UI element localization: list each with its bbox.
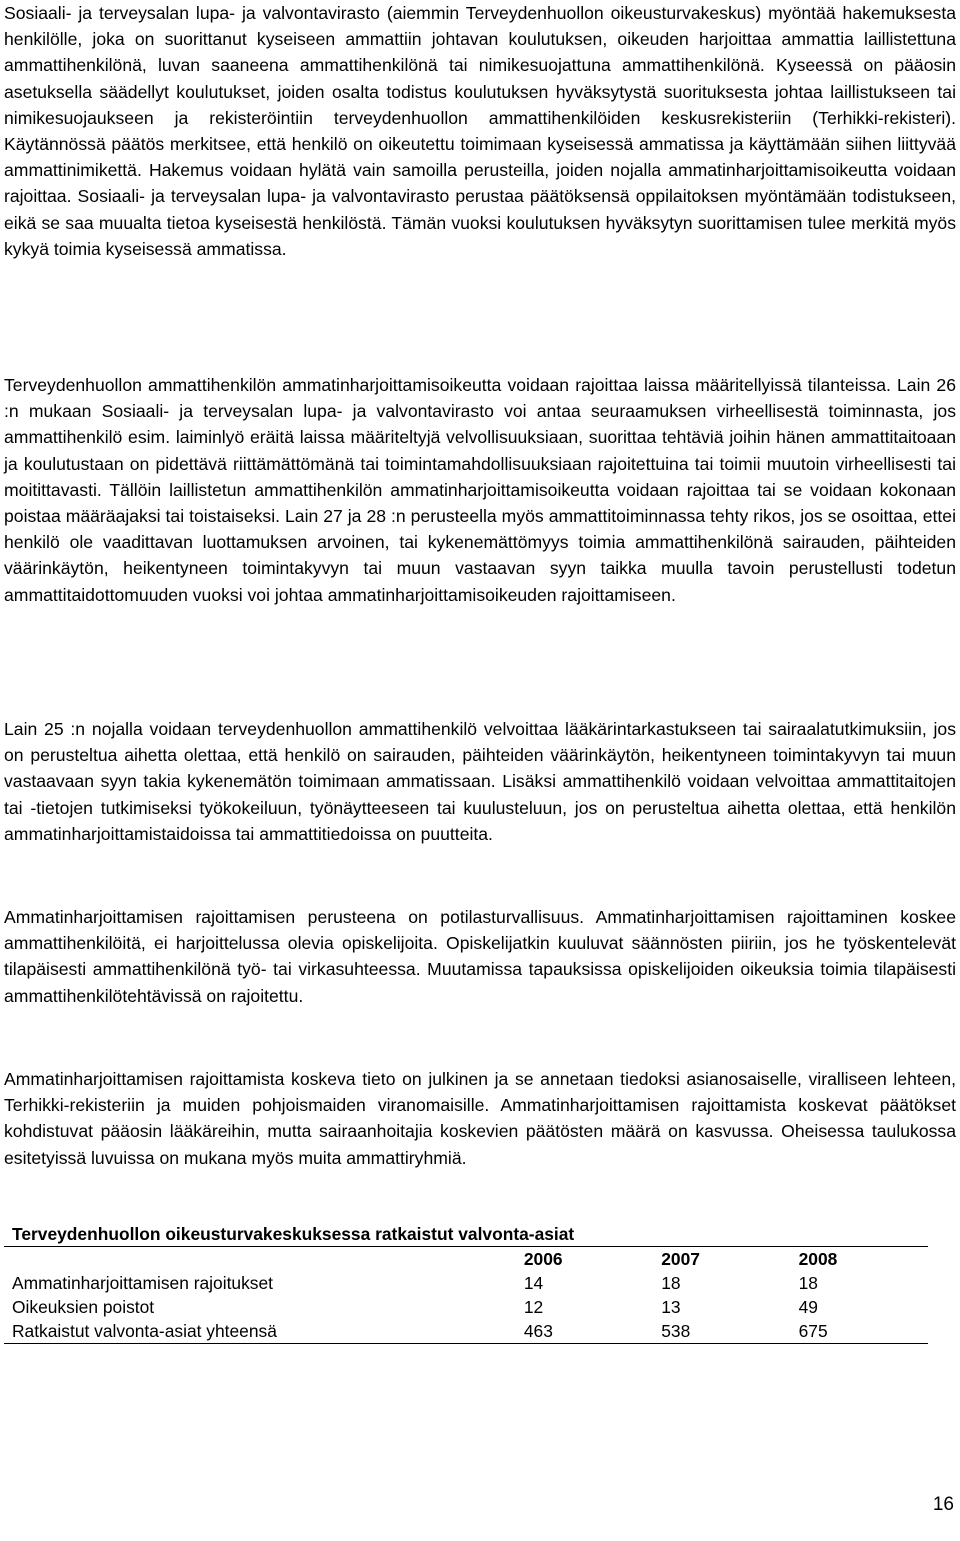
page-number: 16 xyxy=(932,1494,954,1515)
row-label: Ratkaistut valvonta-asiat yhteensä xyxy=(4,1319,516,1344)
supervision-table-wrapper xyxy=(4,1222,928,1344)
table-title-row xyxy=(4,1222,928,1247)
header-year-2008: 2008 xyxy=(798,1249,838,1269)
row-value: 463 xyxy=(516,1319,653,1344)
table-title: Terveydenhuollon oikeusturvakeskuksessa ratkaistut valvonta-asiat xyxy=(12,1224,575,1244)
row-value: 18 xyxy=(798,1273,818,1293)
row-value: 18 xyxy=(661,1273,681,1293)
paragraph-examinations: Lain 25 :n nojalla voidaan terveydenhuollon ammattihenkilö velvoittaa lääkärintarkastukseen tai sairaalatutkimuksiin, jos on perusteltua aihetta olettaa, että henkilö on sairauden, päihteiden väärinkäytön, heikentyneen toimintakyvyn tai muun vastaavaan syyn takia kykenemätön toimimaan ammatissaan. Lisäksi ammattihenkilö voidaan velvoittaa ammattitaitojen tai -tietojen tutkimiseksi työkokeiluun, työnäytteeseen tai kuulusteluun, jos on perusteltua aihetta olettaa, että henkilön ammatinharjoittamistaidoissa tai ammattitiedoissa on puutteita. xyxy=(4,719,956,844)
row-label: Ammatinharjoittamisen rajoitukset xyxy=(12,1273,273,1293)
paragraph-publicity: Ammatinharjoittamisen rajoittamista koskeva tieto on julkinen ja se annetaan tiedoksi asianosaiselle, viralliseen lehteen, Terhikki-rekisteriin ja muiden pohjoismaiden viranomaisille. Ammatinharjoittamisen rajoittamista koskevat päätökset kohdistuvat pääosin lääkäreihin, mutta sairaanhoitajia koskevien päätösten määrä on kasvussa. Oheisessa taulukossa esitetyissä luvuissa on mukana myös muita ammattiryhmiä. xyxy=(4,1069,956,1168)
row-value: 49 xyxy=(798,1297,818,1317)
paragraph-restrictions: Terveydenhuollon ammattihenkilön ammatinharjoittamisoikeutta voidaan rajoittaa laissa määritellyissä tilanteissa. Lain 26 :n mukaan Sosiaali- ja terveysalan lupa- ja valvontavirasto voi antaa seuraamuksen virheellisestä toiminnasta, jos ammattihenkilö esim. laiminlyö eräitä laissa määriteltyjä velvollisuuksiaan, suorittaa tehtäviä joihin hänen ammattitaitoaan ja koulutustaan on pidettävä riittämättömänä tai toimintamahdollisuuksiaan rajoitettuina tai toimii muutoin virheellisesti tai moitittavasti. Tällöin laillistetun ammattihenkilön ammatinharjoittamisoikeutta voidaan rajoittaa tai se voidaan kokonaan poistaa määräajaksi tai toistaiseksi. Lain 27 ja 28 :n perusteella myös ammattitoiminnassa tehty rikos, jos se osoittaa, ettei henkilö ole vaadittavan luottamuksen arvoinen, tai kykenemättömyys toimia ammattihenkilönä sairauden, päihteiden väärinkäytön, heikentyneen toimintakyvyn tai muun vastaavan syyn taikka muulla tavoin perustellusti todetun ammattitaidottomuuden vuoksi voi johtaa ammatinharjoittamisoikeuden rajoittamiseen. xyxy=(4,375,956,605)
header-year-2006: 2006 xyxy=(523,1249,563,1269)
row-value: 14 xyxy=(523,1273,544,1293)
table-row xyxy=(4,1319,928,1344)
header-year-2007: 2007 xyxy=(661,1249,700,1269)
paragraph-licensing: Sosiaali- ja terveysalan lupa- ja valvontavirasto (aiemmin Terveydenhuollon oikeusturvakeskus) myöntää hakemuksesta henkilölle, joka on suorittanut kyseiseen ammattiin johtavan koulutuksen, oikeuden harjoittaa ammattia laillistettuna ammattihenkilönä, luvan saaneena ammattihenkilönä tai nimikesuojattuna ammattihenkilönä. Kyseessä on pääosin asetuksella säädellyt koulutukset, joiden osalta todistus koulutuksen hyväksytystä suorituksesta johtaa laillistukseen tai nimikesuojaukseen ja rekisteröintiin terveydenhuollon ammattihenkilöiden keskusrekisteriin (Terhikki-rekisteri). Käytännössä päätös merkitsee, että henkilö on oikeutettu toimimaan kyseisessä ammatissa ja käyttämään siihen liittyvää ammattinimikettä. Hakemus voidaan hylätä vain samoilla perusteilla, joiden nojalla ammatinharjoittamisoikeutta voidaan rajoittaa. Sosiaali- ja terveysalan lupa- ja valvontavirasto perustaa päätöksensä oppilaitoksen myöntämään todistukseen, eikä se saa muualta tietoa kyseisestä henkilöstä. Tämän vuoksi koulutuksen hyväksytyn suorittamisen tulee merkitä myös kykyä toimia kyseisessä ammatissa. xyxy=(4,3,956,259)
supervision-table xyxy=(4,1222,928,1344)
row-value: 538 xyxy=(653,1319,790,1344)
table-row xyxy=(4,1295,928,1319)
row-value: 13 xyxy=(661,1297,681,1317)
table-row xyxy=(4,1271,928,1295)
table-header-row xyxy=(4,1247,928,1271)
row-value: 12 xyxy=(523,1297,544,1317)
row-value: 675 xyxy=(791,1319,928,1344)
row-label: Oikeuksien poistot xyxy=(12,1297,155,1317)
header-label-cell xyxy=(4,1247,516,1271)
paragraph-patient-safety: Ammatinharjoittamisen rajoittamisen perusteena on potilasturvallisuus. Ammatinharjoittamisen rajoittaminen koskee ammattihenkilöitä, ei harjoittelussa olevia opiskelijoita. Opiskelijatkin kuuluvat säännösten piiriin, jos he työskentelevät tilapäisesti ammattihenkilönä työ- tai virkasuhteessa. Muutamissa tapauksissa opiskelijoiden oikeuksia toimia tilapäisesti ammattihenkilötehtävissä on rajoitettu. xyxy=(4,907,956,1006)
